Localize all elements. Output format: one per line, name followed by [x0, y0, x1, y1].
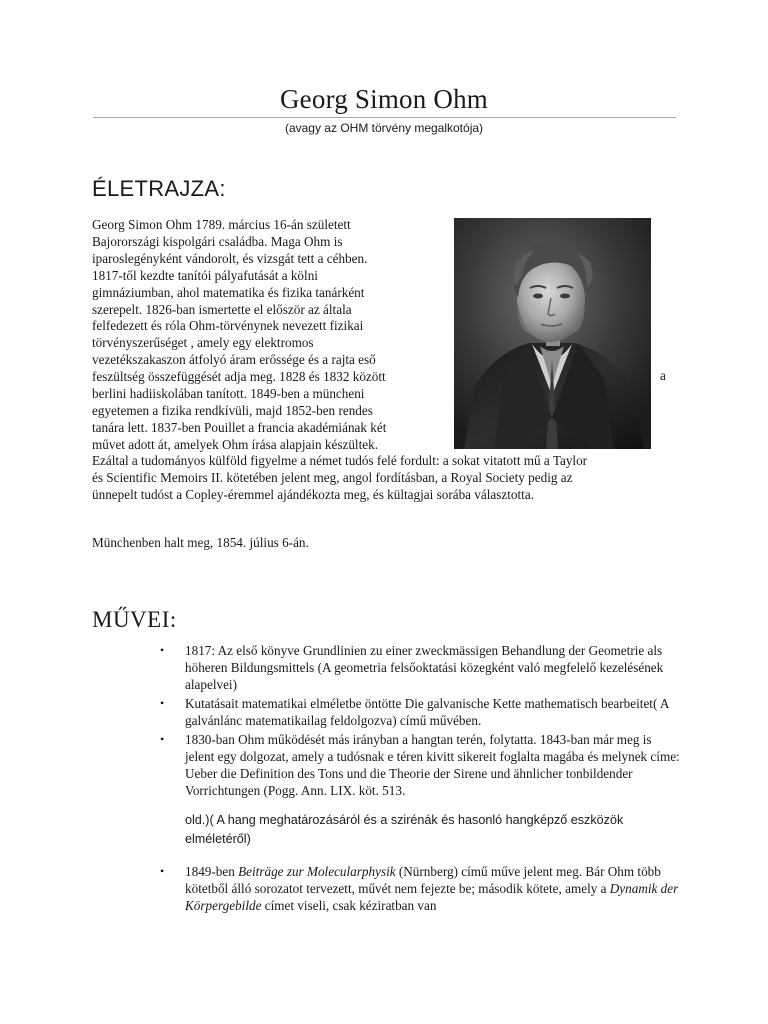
list-item — [160, 695, 680, 729]
bio-line: művet adott át, amelyek Ohm írása alapjain készültek. — [92, 436, 378, 452]
list-item — [160, 863, 680, 914]
work-text: 1817: Az első könyve Grundlinien zu einer zweckmässigen Behandlung der Geometrie als höheren Bildungsmittels (A geometria felsőoktatási közegként való megfelelő kezelésének alapelvei) — [185, 643, 664, 692]
bio-line: 1817-től kezdte tanítói pályafutását a kölni — [92, 267, 318, 283]
biography-heading: ÉLETRAJZA: — [92, 176, 226, 201]
work-text-post: címet viseli, csak kéziratban van — [261, 898, 437, 913]
work-text-pre: 1849-ben — [185, 864, 239, 879]
page-title: Georg Simon Ohm — [279, 84, 488, 114]
works-heading: MŰVEI: — [92, 607, 177, 632]
bio-wide-line: és Scientific Memoirs II. kötetében jelent meg, angol fordításban, a Royal Society pedig az — [92, 470, 573, 485]
bio-line: egyetemen a fizika rendkívüli, majd 1852-ben rendes — [92, 402, 373, 418]
bio-line: szerepelt. 1826-ban ismertette el először az általa — [92, 301, 352, 317]
biography-continuation — [92, 452, 684, 503]
list-item — [160, 731, 680, 849]
bio-wide-line: ünnepelt tudóst a Copley-éremmel ajándékozta meg, és kültagjai sorába választotta. — [92, 487, 534, 502]
title-underline — [93, 117, 676, 118]
bio-stray-char: a — [660, 368, 666, 383]
bio-line: tanára lett. 1837-ben Pouillet a francia akadémiának két — [92, 419, 387, 435]
bio-line: berlini hadiiskolában tanított. 1849-ben a müncheni — [92, 386, 365, 402]
work-continuation: old.)( A hang meghatározásáról és a szirénák és hasonló hangképző eszközök elméletéről) — [185, 813, 624, 846]
work-title-italic: Beiträge zur Molecularphysik — [238, 864, 396, 879]
bio-wide-line: Ezáltal a tudományos külföld figyelme a német tudós felé fordult: a sokat vitatott mű a Taylor — [92, 453, 588, 468]
bio-line: gimnáziumban, ahol matematika és fizika tanárként — [92, 284, 365, 300]
ohm-portrait-image — [454, 218, 651, 449]
work-text: Kutatásait matematikai elméletbe öntötte Die galvanische Kette mathematisch bearbeitet( A galvánlánc matematikailag feldolgozva) című művében. — [185, 696, 669, 728]
bio-line: Bajorországi kispolgári családba. Maga Ohm is — [92, 233, 343, 249]
bio-line: iparoslegényként vándorolt, és vizsgát tett a céhben. — [92, 250, 368, 266]
works-list — [160, 642, 680, 916]
death-statement: Münchenben halt meg, 1854. július 6-án. — [92, 535, 309, 550]
work-text-mid: (Nürnberg) című műve jelent meg. Bár Ohm több kötetből álló sorozatot tervezett, művét nem fejezte be; második kötete, amely a — [185, 864, 661, 896]
bullet-icon: • — [160, 864, 165, 878]
bio-line: vezetékszakaszon átfolyó áram erőssége és a rajta eső — [92, 352, 376, 368]
bio-line: felfedezett és róla Ohm-törvénynek nevezett fizikai — [92, 318, 364, 334]
portrait-illustration — [454, 218, 651, 449]
bio-line: Georg Simon Ohm 1789. március 16-án született — [92, 217, 351, 232]
work-text: 1830-ban Ohm működését más irányban a hangtan terén, folytatta. 1843-ban már meg is jelent egy dolgozat, amely a tudósnak e téren kivitt sikereit foglalta magába és melynek címe: Ueber die Definition des Tons und die Theorie der Sirene und ähnlicher tonbildender Vorrichtungen (Pogg. Ann. LIX. köt. 513. — [185, 732, 680, 798]
work-title-italic: Dynamik der Körpergebilde — [185, 881, 679, 913]
list-item — [160, 642, 680, 693]
bullet-icon: • — [160, 732, 165, 746]
bio-line: törvényszerűséget , amely egy elektromos — [92, 335, 314, 351]
bullet-icon: • — [160, 643, 165, 657]
bio-line: feszültség összefüggését adja meg. 1828 és 1832 között — [92, 369, 386, 385]
page-subtitle: (avagy az OHM törvény megalkotója) — [284, 121, 484, 135]
biography-text — [92, 217, 430, 454]
bullet-icon: • — [160, 696, 165, 710]
